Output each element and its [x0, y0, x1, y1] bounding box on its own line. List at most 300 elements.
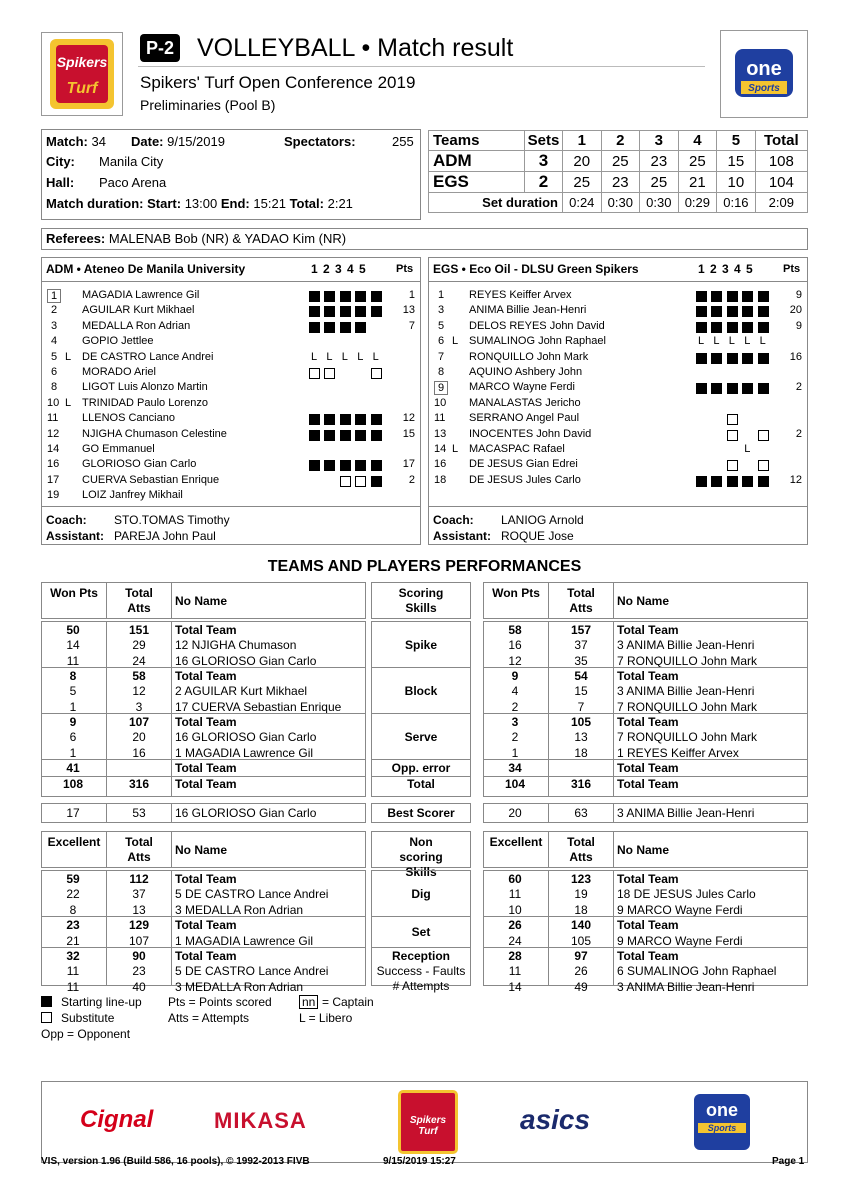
won-value: 12	[508, 653, 522, 668]
starter-square	[711, 476, 722, 487]
libero-set-mark: L	[728, 335, 735, 348]
player-number: 14	[434, 443, 447, 455]
player-number: 10	[434, 396, 447, 409]
starter-square	[340, 306, 351, 317]
player-row	[41, 489, 421, 504]
starter-square	[324, 460, 335, 471]
total-value: 49	[574, 979, 588, 994]
won-value: 60	[508, 872, 522, 886]
sets-won: 3	[525, 151, 563, 172]
col-header: Won Pts	[50, 586, 98, 600]
player-row	[41, 397, 421, 412]
total-value: 13	[132, 902, 146, 917]
date-label: Date:	[131, 134, 164, 149]
score-header-row	[429, 131, 808, 151]
player-value: 1 MAGADIA Lawrence Gil	[175, 745, 314, 760]
player-points: 20	[789, 304, 802, 317]
player-value: 1 REYES Keiffer Arvex	[617, 745, 739, 760]
substitute-square	[727, 430, 738, 441]
set-duration-label: Set duration	[429, 193, 563, 213]
substitute-square	[758, 430, 769, 441]
player-name: AQUINO Ashbery John	[469, 366, 583, 378]
won-value: 10	[508, 902, 522, 917]
spikers-turf-sponsor-logo: Spikers Turf	[398, 1090, 458, 1154]
starter-square	[711, 383, 722, 394]
player-row	[428, 351, 808, 366]
footer-timestamp: 9/15/2019 15:27	[383, 1156, 456, 1167]
set-score: 21	[678, 172, 717, 193]
player-row	[428, 412, 808, 427]
player-number: 4	[51, 335, 58, 348]
cignal-logo: Cignal	[80, 1106, 154, 1133]
player-value: Total Team	[175, 669, 237, 683]
score-row-adm	[429, 151, 808, 172]
col-header: Total Atts	[125, 586, 153, 615]
player-name: DE JESUS Jules Carlo	[469, 473, 581, 486]
asics-logo: asics	[520, 1104, 591, 1135]
substitute-square	[309, 368, 320, 379]
player-points: 1	[408, 289, 415, 301]
player-value: Total Team	[617, 761, 679, 775]
starter-square	[758, 322, 769, 333]
player-number: 5	[51, 350, 58, 363]
won-value: 41	[66, 761, 80, 775]
spectators-value: 255	[392, 134, 414, 149]
player-points: 15	[402, 427, 415, 440]
player-points: 2	[795, 427, 802, 440]
col-sep	[613, 870, 614, 986]
player-number: 1	[438, 289, 445, 301]
player-value: 7 RONQUILLO John Mark	[617, 699, 758, 714]
player-points: 12	[789, 473, 802, 486]
player-name: MAGADIA Lawrence Gil	[82, 289, 200, 301]
starter-square	[758, 353, 769, 364]
skill-subtitle: Success - Faults	[376, 964, 466, 978]
total-value: 151	[128, 623, 150, 637]
starter-square	[371, 460, 382, 471]
player-row	[41, 335, 421, 350]
col-header: Total Atts	[125, 835, 153, 864]
hall-label: Hall:	[46, 175, 75, 190]
team-title: ADM • Ateneo De Manila University	[46, 262, 246, 276]
total-value: 316	[570, 777, 592, 791]
player-number: 2	[51, 304, 58, 317]
set-score: 15	[717, 151, 756, 172]
group-divider	[371, 916, 471, 917]
svg-text:Turf: Turf	[66, 80, 98, 97]
player-name: LOIZ Janfrey Mikhail	[82, 489, 183, 502]
won-value: 2	[511, 699, 519, 714]
starter-square	[324, 306, 335, 317]
player-number: 3	[51, 319, 58, 332]
starter-square	[324, 322, 335, 333]
footer-version: VIS, version 1.96 (Build 586, 16 pools), © 1992-2013 FIVB	[41, 1156, 310, 1167]
total-value: 54	[574, 669, 588, 683]
starter-square	[711, 306, 722, 317]
player-row	[428, 304, 808, 319]
won-value: 17	[66, 806, 80, 820]
starter-square	[696, 476, 707, 487]
starter-square	[727, 306, 738, 317]
substitute-square	[727, 414, 738, 425]
group-divider	[41, 713, 366, 714]
won-value: 16	[508, 638, 522, 653]
player-number: 17	[47, 473, 60, 486]
libero-set-mark: L	[311, 350, 318, 363]
player-name: MARCO Wayne Ferdi	[469, 381, 575, 394]
assistant-label: Assistant:	[433, 529, 492, 543]
one-logo-text: one	[705, 1100, 738, 1120]
col-sep	[548, 831, 549, 868]
player-value: Total Team	[617, 715, 679, 729]
starter-square	[371, 476, 382, 487]
starter-square	[742, 353, 753, 364]
starter-square	[324, 414, 335, 425]
legend-captain-sample: nn	[299, 995, 318, 1009]
starter-square	[309, 291, 320, 302]
match-date: 9/15/2019	[167, 134, 225, 149]
starter-square	[696, 383, 707, 394]
won-value: 50	[66, 623, 80, 637]
score-header: 1	[563, 131, 602, 151]
won-value: 23	[66, 918, 80, 933]
total-value: 58	[132, 669, 146, 683]
starter-square	[758, 476, 769, 487]
skill-name: Dig	[411, 887, 431, 901]
skill-header: Scoring Skills	[398, 586, 444, 615]
starter-square	[371, 306, 382, 317]
city-label: City:	[46, 154, 75, 169]
starter-square	[309, 414, 320, 425]
won-value: 24	[508, 933, 522, 948]
player-value: 17 CUERVA Sebastian Enrique	[175, 699, 342, 714]
player-row	[428, 443, 808, 458]
group-divider	[41, 916, 366, 917]
set-duration: 0:30	[601, 193, 640, 213]
player-points: 12	[402, 412, 415, 425]
pts-header: Pts	[396, 263, 414, 275]
player-number: 7	[438, 350, 445, 363]
starter-square	[324, 430, 335, 441]
starter-square	[711, 291, 722, 302]
group-divider	[41, 667, 366, 668]
set-score: 25	[563, 172, 602, 193]
player-row	[41, 351, 421, 366]
player-points: 17	[402, 458, 415, 471]
col-header: No Name	[617, 843, 670, 857]
skill-subtitle: # Attempts	[392, 979, 450, 993]
total-value: 107	[128, 933, 150, 948]
total-value: 19	[574, 887, 588, 902]
player-row	[428, 381, 808, 396]
player-name: CUERVA Sebastian Enrique	[82, 473, 220, 486]
total-value: 90	[132, 949, 146, 963]
player-row	[428, 474, 808, 489]
player-number: 13	[434, 427, 447, 440]
col-sep	[613, 582, 614, 619]
player-name: MORADO Ariel	[82, 366, 156, 378]
starter-square	[324, 291, 335, 302]
group-divider	[483, 947, 808, 948]
skill-name: Serve	[404, 730, 438, 744]
starter-square	[355, 322, 366, 333]
skill-name: Set	[411, 925, 431, 940]
player-value: 2 AGUILAR Kurt Mikhael	[175, 684, 308, 699]
skill-name: Best Scorer	[387, 806, 455, 820]
player-value: 3 ANIMA Billie Jean-Henri	[617, 638, 755, 653]
mikasa-logo: MIKASA	[214, 1108, 307, 1133]
col-header: No Name	[175, 594, 228, 608]
col-header: Excellent	[47, 835, 101, 849]
player-row	[428, 458, 808, 473]
col-sep	[106, 831, 107, 868]
starter-square	[340, 322, 351, 333]
coach-label: Coach:	[433, 513, 474, 527]
spikers-turf-logo	[41, 32, 123, 116]
player-number: 5	[438, 319, 445, 332]
starter-square	[371, 430, 382, 441]
player-points: 13	[402, 304, 415, 317]
player-name: MEDALLA Ron Adrian	[82, 319, 191, 332]
pts-header: Pts	[783, 263, 801, 275]
player-row	[41, 443, 421, 458]
score-header: 2	[601, 131, 640, 151]
player-value: 18 DE JESUS Jules Carlo	[617, 887, 756, 902]
player-value: 3 ANIMA Billie Jean-Henri	[617, 684, 755, 699]
substitute-square	[371, 368, 382, 379]
player-value: Total Team	[175, 872, 237, 886]
won-value: 1	[69, 699, 77, 714]
player-name: MACASPAC Rafael	[469, 443, 565, 455]
score-header: 3	[640, 131, 679, 151]
team-code: ADM	[429, 151, 525, 172]
total-value: 37	[132, 887, 146, 902]
won-value: 11	[66, 964, 80, 979]
total-value: 12	[132, 684, 146, 699]
total-value: 18	[574, 902, 588, 917]
player-value: 5 DE CASTRO Lance Andrei	[175, 964, 329, 979]
won-value: 2	[511, 730, 519, 745]
player-row	[41, 366, 421, 381]
roster-team-a	[41, 257, 421, 545]
libero-set-mark: L	[744, 335, 751, 348]
won-value: 22	[66, 887, 80, 902]
legend	[41, 995, 441, 1043]
col-header: No Name	[617, 594, 670, 608]
col-header: Total Atts	[567, 586, 595, 615]
match-number: 34	[91, 134, 106, 149]
player-name: LIGOT Luis Alonzo Martin	[82, 381, 208, 394]
won-value: 21	[66, 933, 80, 948]
starter-square	[696, 291, 707, 302]
spectators-label: Spectators:	[284, 134, 356, 149]
won-value: 32	[66, 949, 80, 963]
sets-header: 1 2 3 4 5	[311, 262, 367, 276]
roster-team-b	[428, 257, 808, 545]
won-value: 9	[511, 669, 519, 683]
col-sep	[171, 582, 172, 619]
title-divider	[138, 66, 705, 67]
player-points: 2	[795, 381, 802, 394]
set-duration: 0:30	[640, 193, 679, 213]
total-score: 104	[755, 172, 807, 193]
player-name: TRINIDAD Paulo Lorenzo	[82, 396, 208, 409]
substitute-square	[758, 460, 769, 471]
total-value: 157	[570, 623, 592, 637]
player-value: Total Team	[617, 669, 679, 683]
roster-divider	[428, 281, 808, 282]
player-number: 11	[47, 412, 59, 425]
total-value: 37	[574, 638, 588, 653]
player-row	[41, 412, 421, 427]
player-row	[428, 397, 808, 412]
start-label: Start:	[147, 196, 182, 211]
player-number: 16	[434, 458, 447, 471]
group-divider	[371, 759, 471, 760]
page-title: VOLLEYBALL • Match result	[197, 34, 514, 62]
player-name: SUMALINOG John Raphael	[469, 335, 606, 348]
player-value: Total Team	[175, 761, 237, 775]
player-value: 7 RONQUILLO John Mark	[617, 730, 758, 745]
substitute-square	[727, 460, 738, 471]
col-sep	[171, 831, 172, 868]
player-row	[41, 474, 421, 489]
starter-square	[309, 460, 320, 471]
won-value: 8	[69, 669, 77, 683]
skill-name: Reception	[391, 949, 450, 963]
won-value: 11	[508, 887, 522, 902]
assistant-name: PAREJA John Paul	[114, 529, 216, 543]
libero-set-mark: L	[372, 350, 379, 363]
starter-square	[742, 291, 753, 302]
set-score: 25	[601, 151, 640, 172]
player-value: Total Team	[617, 872, 679, 886]
won-value: 6	[69, 730, 77, 745]
total-value: 7	[577, 699, 585, 714]
won-value: 104	[504, 777, 526, 791]
player-row	[41, 381, 421, 396]
player-row	[428, 320, 808, 335]
total-value: 15	[574, 684, 588, 699]
starter-square	[711, 322, 722, 333]
col-sep	[171, 870, 172, 986]
total-value: 123	[570, 872, 592, 886]
starter-square	[727, 291, 738, 302]
set-score: 23	[640, 151, 679, 172]
player-row	[41, 428, 421, 443]
won-value: 9	[69, 715, 77, 729]
won-value: 14	[66, 638, 80, 653]
starter-square	[371, 414, 382, 425]
starter-square	[742, 476, 753, 487]
team-title: EGS • Eco Oil - DLSU Green Spikers	[433, 262, 639, 276]
libero-mark: L	[65, 350, 72, 363]
player-number: 6	[438, 335, 445, 348]
libero-set-mark: L	[326, 350, 333, 363]
substitute-square	[324, 368, 335, 379]
legend-pts: Pts = Points scored	[168, 995, 272, 1009]
starter-square	[355, 414, 366, 425]
player-number: 8	[51, 381, 58, 394]
player-number: 11	[434, 412, 446, 425]
won-value: 11	[508, 964, 522, 979]
player-number: 1	[47, 289, 61, 303]
total-value: 35	[574, 653, 588, 668]
won-value: 5	[69, 684, 77, 699]
player-number: 16	[47, 458, 60, 471]
player-row	[428, 335, 808, 350]
col-header: Won Pts	[492, 586, 540, 600]
starter-square	[727, 353, 738, 364]
player-row	[41, 289, 421, 304]
end-label: End:	[220, 196, 250, 211]
player-value: 3 MEDALLA Ron Adrian	[175, 979, 304, 994]
won-value: 108	[62, 777, 84, 791]
skill-name: Spike	[404, 638, 437, 652]
legend-substitute: Substitute	[61, 1011, 115, 1025]
player-value: Total Team	[175, 949, 237, 963]
starter-square	[309, 430, 320, 441]
total-time: 2:21	[327, 196, 353, 211]
won-value: 20	[508, 806, 522, 820]
libero-mark: L	[452, 443, 459, 455]
col-sep	[171, 803, 172, 823]
starter-square	[371, 291, 382, 302]
libero-set-mark: L	[759, 335, 766, 348]
player-number: 14	[47, 443, 60, 455]
player-value: 16 GLORIOSO Gian Carlo	[175, 806, 317, 820]
player-value: 7 RONQUILLO John Mark	[617, 653, 758, 668]
player-name: INOCENTES John David	[469, 427, 592, 440]
total-value: 97	[574, 949, 588, 963]
svg-text:Sports: Sports	[748, 83, 780, 94]
svg-text:Spikers: Spikers	[56, 54, 108, 70]
player-value: 5 DE CASTRO Lance Andrei	[175, 887, 329, 902]
player-number: 18	[434, 473, 447, 486]
player-number: 3	[438, 304, 445, 317]
player-points: 16	[789, 350, 802, 363]
starter-square	[355, 430, 366, 441]
match-label: Match:	[46, 134, 88, 149]
group-divider	[41, 947, 366, 948]
substitute-square-icon	[41, 1012, 52, 1023]
player-points: 7	[408, 319, 415, 332]
set-duration: 0:16	[717, 193, 756, 213]
libero-set-mark: L	[341, 350, 348, 363]
score-row-egs	[429, 172, 808, 193]
duration-label: Match duration:	[46, 196, 144, 211]
col-sep	[106, 582, 107, 619]
starter-square	[711, 353, 722, 364]
starter-square	[727, 322, 738, 333]
starter-square	[758, 383, 769, 394]
skill-name: Total	[407, 777, 435, 791]
hall-value: Paco Arena	[99, 175, 167, 190]
legend-atts: Atts = Attempts	[168, 1011, 250, 1025]
team-code: EGS	[429, 172, 525, 193]
player-name: SERRANO Angel Paul	[469, 412, 580, 425]
starter-square	[340, 460, 351, 471]
col-sep	[171, 621, 172, 797]
libero-set-mark: L	[357, 350, 364, 363]
total-value: 13	[574, 730, 588, 745]
won-value: 3	[511, 715, 519, 729]
coach-divider	[428, 506, 808, 507]
group-divider	[483, 713, 808, 714]
libero-set-mark: L	[744, 443, 751, 455]
total-value: 316	[128, 777, 150, 791]
total-score: 108	[755, 151, 807, 172]
